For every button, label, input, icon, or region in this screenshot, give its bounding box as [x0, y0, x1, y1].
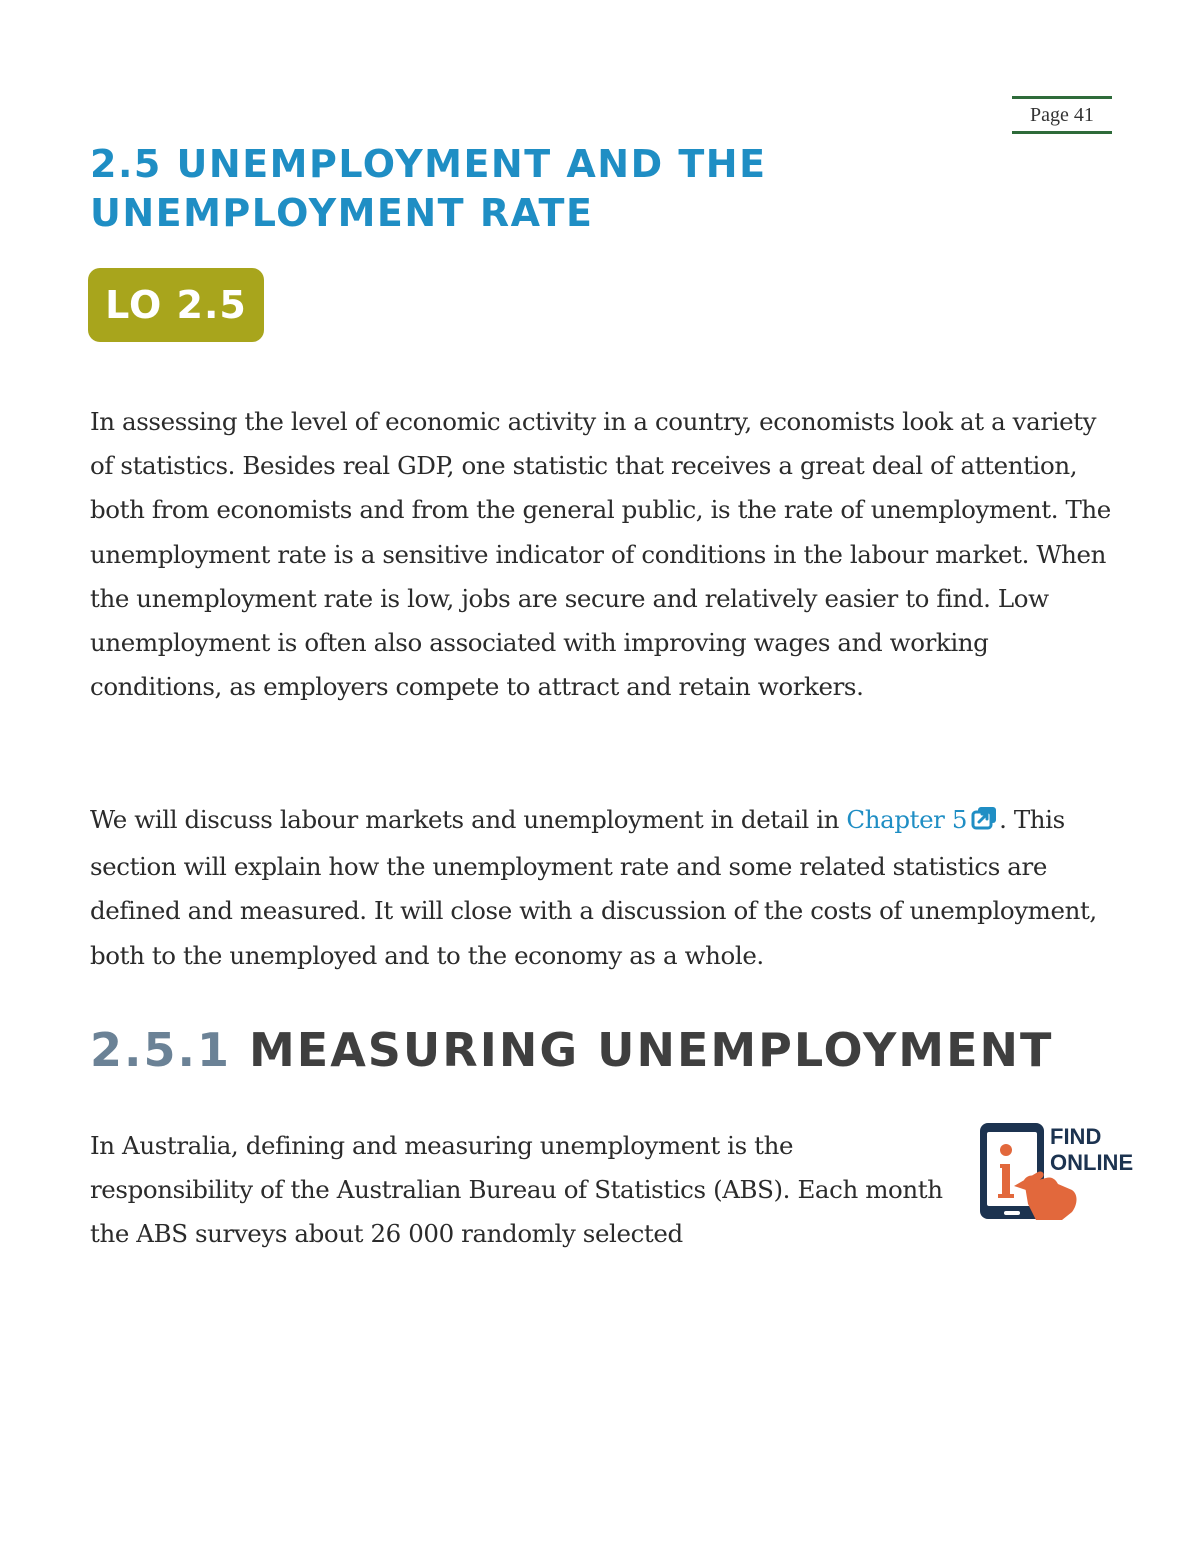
subsection-title: MEASURING UNEMPLOYMENT — [249, 1023, 1054, 1077]
intro-paragraph: In assessing the level of economic activity in a country, economists look at a variety of statistics. Besides real GDP, one statistic that receives a great deal of attention, both from economists and from the general public, is the rate of unemployment. The unemployment rate is a sensitive indicator of conditions in the labour market. When the unemployment rate is low, jobs are secure and relatively easier to find. Low unemployment is often also associated with improving wages and working conditions, as employers compete to attract and retain workers. — [90, 407, 1111, 702]
measuring-paragraph: In Australia, defining and measuring unemployment is the responsibility of the Australian Bureau of Statistics (ABS). Each month the ABS surveys about 26 000 randomly selected — [90, 1131, 943, 1249]
section-title-line2: UNEMPLOYMENT RATE — [90, 191, 594, 235]
para2-text-start: We will discuss labour markets and unemployment in detail in — [90, 805, 847, 834]
find-online-icon — [976, 1120, 1134, 1224]
chapter-reference-paragraph — [90, 798, 1120, 978]
chapter-5-link-label: Chapter 5 — [846, 805, 968, 834]
subsection-number: 2.5.1 — [90, 1023, 231, 1077]
page-number-label: Page 41 — [1030, 103, 1094, 126]
learning-objective-label: LO 2.5 — [105, 283, 247, 327]
section-title-line1: 2.5 UNEMPLOYMENT AND THE — [90, 142, 767, 186]
chapter-5-link[interactable] — [846, 805, 999, 834]
page-number — [1012, 96, 1112, 134]
section-title — [90, 140, 990, 238]
find-online-line2: ONLINE — [1050, 1150, 1134, 1175]
external-link-icon — [971, 801, 999, 845]
subsection-heading — [90, 1020, 1053, 1080]
para2-text-end: . This section will explain how the unemployment rate and some related statistics are defined and measured. It will close with a discussion of the costs of unemployment, both to the unemployed and to the economy as a whole. — [90, 805, 1097, 970]
learning-objective-badge — [88, 268, 264, 342]
find-online-line1: FIND — [1050, 1124, 1102, 1149]
